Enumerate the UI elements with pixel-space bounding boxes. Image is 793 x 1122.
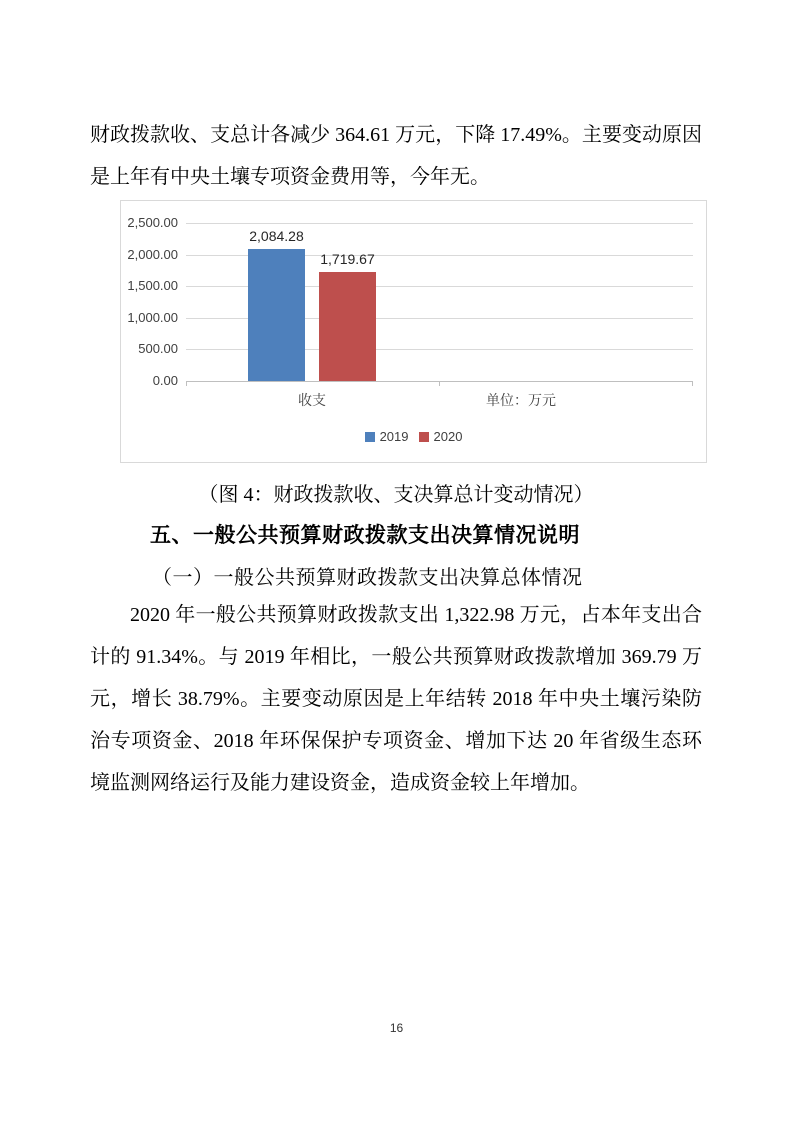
y-axis-tick-label: 0.00 xyxy=(152,373,178,388)
unit-label: 单位：万元 xyxy=(486,394,556,409)
page-number: 16 xyxy=(389,1021,404,1035)
bar-2020 xyxy=(319,272,376,381)
chart-plot-area xyxy=(186,223,693,381)
y-axis-tick-label: 2,500.00 xyxy=(127,215,178,230)
section-heading: 五、一般公共预算财政拨款支出决算情况说明 xyxy=(150,524,580,547)
x-axis-tick xyxy=(692,381,693,386)
paragraph-top: 财政拨款收、支总计各减少 364.61 万元，下降 17.49%。主要变动原因是上年有中央土壤专项资金费用等，今年无。 xyxy=(90,124,702,188)
legend-label: 2020 xyxy=(433,429,463,444)
x-axis-tick xyxy=(439,381,440,386)
x-axis-tick xyxy=(186,381,187,386)
legend-swatch-icon xyxy=(365,432,375,442)
bar-value-label: 1,719.67 xyxy=(320,251,375,267)
y-axis-tick-label: 1,500.00 xyxy=(127,278,178,294)
bar-chart xyxy=(120,200,707,463)
legend-item-2020 xyxy=(419,429,463,444)
paragraph-body: 2020 年一般公共预算财政拨款支出 1,322.98 万元，占本年支出合计的 91.34%。与 2019 年相比，一般公共预算财政拨款增加 369.79 万元，增长 38.79%。主要变动原因是上年结转 2018 年中央土壤污染防治专项资金、2018 年环保保护专项资金、增加下达 20 年省级生态环境监测网络运行及能力建设资金，造成资金较上年增加。 xyxy=(90,604,702,794)
figure-caption: （图 4：财政拨款收、支决算总计变动情况） xyxy=(198,484,594,506)
y-axis-tick-label: 500.00 xyxy=(138,341,178,357)
gridline xyxy=(186,223,693,224)
bar-value-label: 2,084.28 xyxy=(249,228,304,244)
category-label: 收支 xyxy=(298,394,326,409)
sub-heading: （一）一般公共预算财政拨款支出决算总体情况 xyxy=(152,567,583,589)
bar-2019 xyxy=(248,249,305,381)
legend-swatch-icon xyxy=(419,432,429,442)
legend-label: 2019 xyxy=(379,429,409,444)
chart-legend xyxy=(121,429,706,444)
y-axis-tick-label: 1,000.00 xyxy=(127,309,178,325)
legend-item-2019 xyxy=(365,429,409,444)
y-axis-tick-label: 2,000.00 xyxy=(127,246,178,262)
